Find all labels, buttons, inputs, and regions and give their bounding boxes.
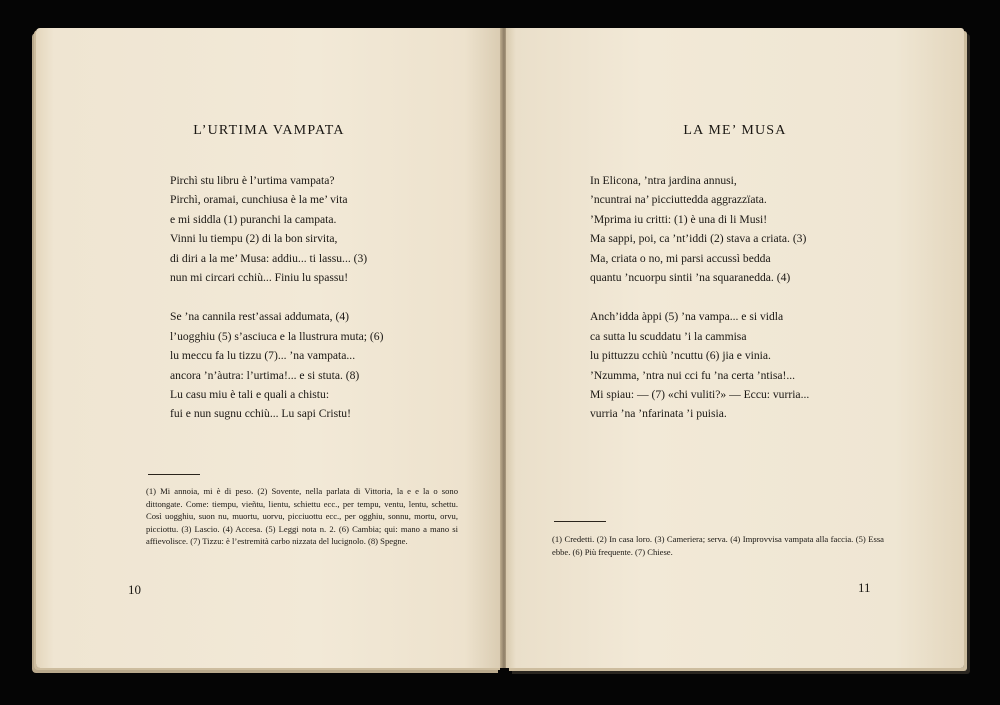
right-poem bbox=[590, 171, 809, 424]
poem-line: e mi siddla (1) puranchi la campata. bbox=[170, 212, 337, 226]
poem-line: Vinni lu tiempu (2) di la bon sirvita, bbox=[170, 232, 338, 246]
poem-line: quantu ’ncuorpu sintii ’na squaranedda. (4) bbox=[590, 271, 791, 285]
poem-line: ’Nzumma, ’ntra nui cci fu ’na certa ’ntisa!... bbox=[590, 368, 796, 382]
poem-line: lu meccu fa lu tizzu (7)... ’na vampata... bbox=[170, 349, 356, 363]
left-page-number: 10 bbox=[128, 582, 141, 597]
poem-line: ’Mprima iu critti: (1) è una di li Musi! bbox=[590, 212, 768, 226]
poem-line: In Elicona, ’ntra jardina annusi, bbox=[590, 174, 737, 187]
right-page bbox=[506, 28, 964, 668]
left-poem bbox=[170, 171, 383, 424]
poem-line: Pirchì, oramai, cunchiusa è la me’ vita bbox=[170, 193, 348, 207]
left-page bbox=[36, 28, 502, 668]
poem-line: Se ’na cannila rest’assai addumata, (4) bbox=[170, 310, 349, 324]
poem-line: Mi spiau: — (7) «chi vuliti?» — Eccu: vurria... bbox=[590, 388, 810, 402]
poem-line: ’ncuntrai na’ picciuttedda aggrazzïata. bbox=[590, 193, 767, 207]
poem-line: Ma sappi, poi, ca ’nt’iddi (2) stava a criata. (3) bbox=[590, 232, 807, 246]
poem-line: Pirchì stu libru è l’urtima vampata? bbox=[170, 174, 335, 187]
poem-line: ca sutta lu scuddatu ’i la cammisa bbox=[590, 329, 747, 343]
footnote-rule bbox=[148, 474, 200, 475]
poem-line: Ma, criata o no, mi parsi accussì bedda bbox=[590, 251, 771, 265]
right-page-title: LA ME’ MUSA bbox=[683, 123, 787, 138]
right-page-number: 11 bbox=[858, 580, 871, 595]
open-book bbox=[36, 28, 966, 676]
footnote-rule bbox=[554, 521, 606, 522]
poem-line: Lu casu miu è tali e quali a chistu: bbox=[170, 388, 330, 402]
poem-line: ancora ’n’àutra: l’urtima!... e si stuta. (8) bbox=[170, 368, 360, 382]
left-footnotes: (1) Mi annoia, mi è di peso. (2) Sovente, nella parlata di Vittoria, la e e la o sono dittongate. Come: tiempu, vieñtu, lientu, schiettu ecc., per tempu, ventu, lentu, schettu. Così uogghiu, suon nu, muortu, uorvu, picciuottu ecc., per ogghiu, sonnu, mortu, orvu, picciottu. (3) Lascio. (4) Accesa. (5) Leggi nota n. 2. (6) Cambia; qui: mano a mano si affievolisce. (7) Tizzu: è l’estremità carbo nizzata del lucignolo. (8) Spegne. bbox=[146, 486, 458, 547]
poem-line: nun mi circari cchiù... Finiu lu spassu! bbox=[170, 271, 349, 285]
right-footnotes: (1) Credetti. (2) In casa loro. (3) Cameriera; serva. (4) Improvvisa vampata alla faccia. (5) Essa ebbe. (6) Più frequente. (7) Chiese. bbox=[552, 534, 884, 557]
poem-line: Anch’idda àppi (5) ’na vampa... e si vidla bbox=[590, 310, 784, 324]
poem-line: vurria ’na ’nfarinata ’i puisia. bbox=[590, 407, 727, 421]
poem-line: lu pittuzzu cchiù ’ncuttu (6) jia e vinia. bbox=[590, 349, 771, 363]
poem-line: l’uogghiu (5) s’asciuca e la llustrura muta; (6) bbox=[170, 329, 384, 343]
poem-line: di diri a la me’ Musa: addiu... ti lassu... (3) bbox=[170, 251, 368, 265]
left-page-title: L’URTIMA VAMPATA bbox=[193, 123, 345, 138]
poem-line: fui e nun sugnu cchiù... Lu sapi Cristu! bbox=[170, 407, 351, 421]
